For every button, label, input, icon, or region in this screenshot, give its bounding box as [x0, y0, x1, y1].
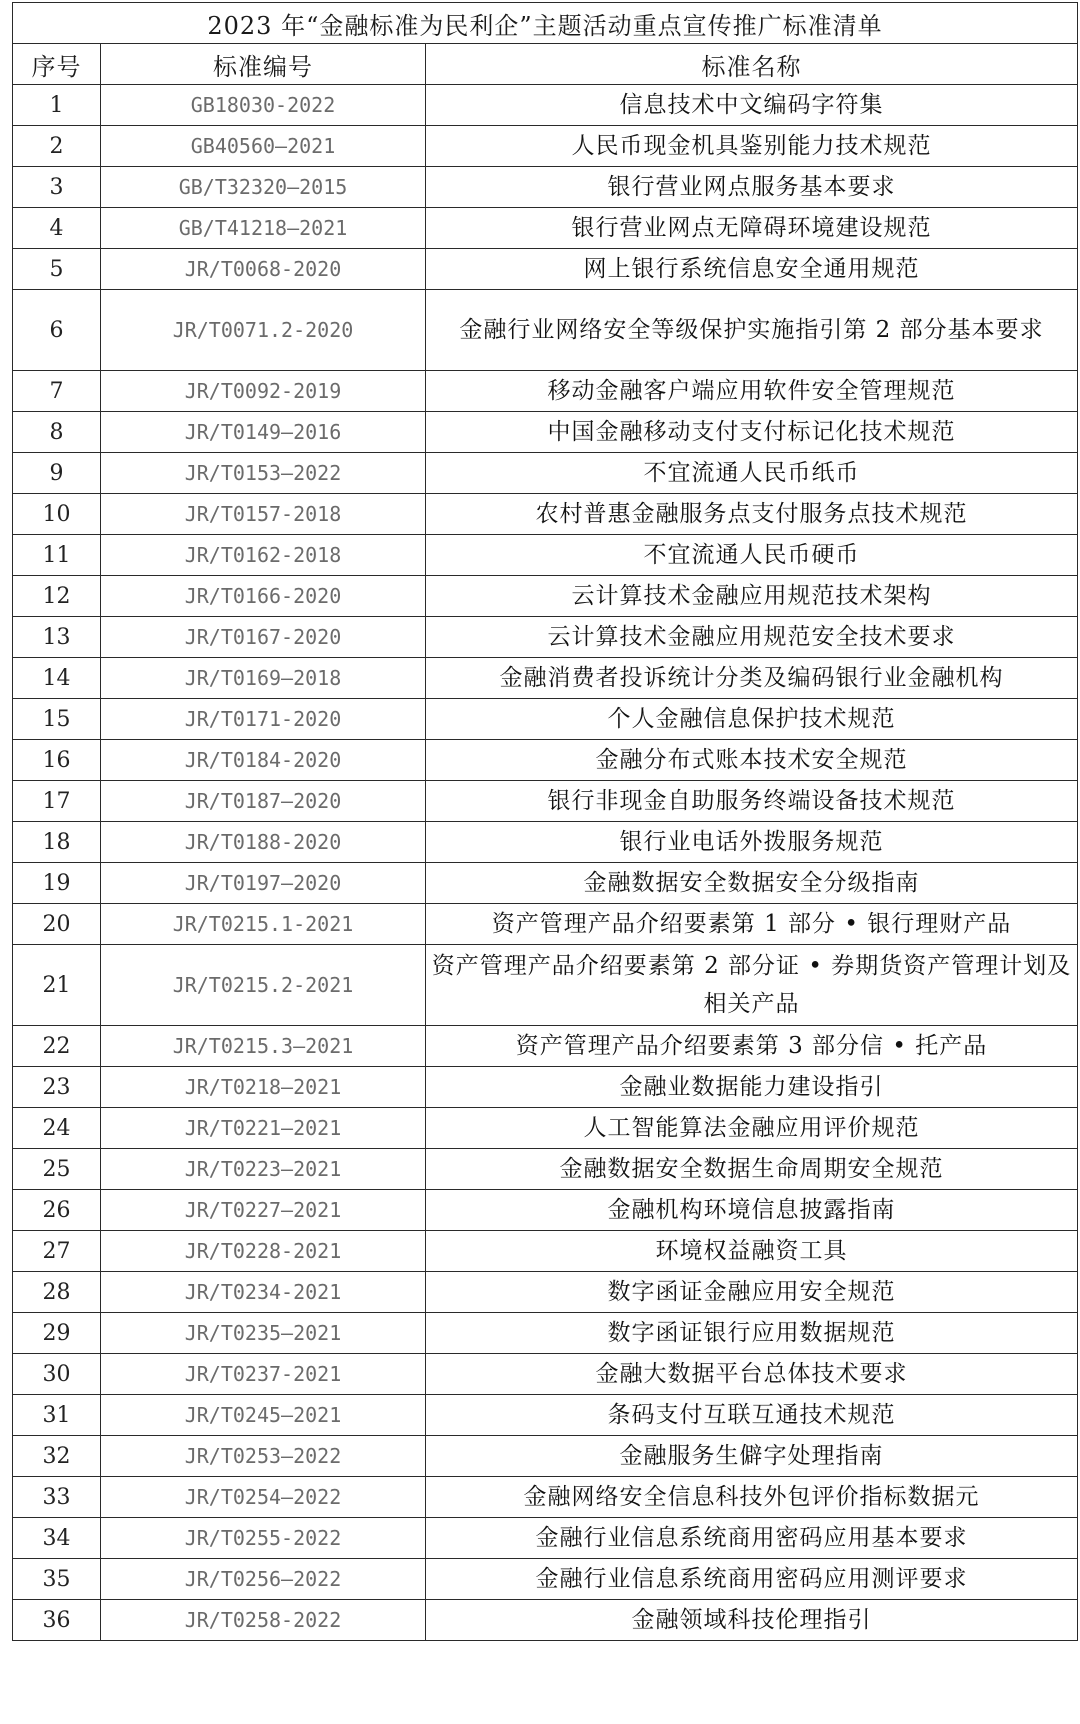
standard-code-cell: JR/T0215.3—2021 — [101, 1026, 426, 1067]
serial-number-cell: 21 — [13, 945, 101, 1026]
standard-name-cell: 条码支付互联互通技术规范 — [426, 1395, 1078, 1436]
serial-number-cell: 1 — [13, 85, 101, 126]
standard-code-cell: JR/T0258-2022 — [101, 1600, 426, 1641]
table-row — [13, 1067, 1078, 1108]
standard-code-cell: JR/T0218—2021 — [101, 1067, 426, 1108]
table-title: 2023 年“金融标准为民利企”主题活动重点宣传推广标准清单 — [13, 3, 1078, 44]
standard-name-cell: 云计算技术金融应用规范技术架构 — [426, 576, 1078, 617]
standard-name-cell: 银行营业网点无障碍环境建设规范 — [426, 208, 1078, 249]
table-row — [13, 1395, 1078, 1436]
serial-number-cell: 26 — [13, 1190, 101, 1231]
standard-name-cell: 金融机构环境信息披露指南 — [426, 1190, 1078, 1231]
table-body — [13, 85, 1078, 1641]
serial-number-cell: 2 — [13, 126, 101, 167]
standard-name-cell: 农村普惠金融服务点支付服务点技术规范 — [426, 494, 1078, 535]
table-row — [13, 494, 1078, 535]
serial-number-cell: 24 — [13, 1108, 101, 1149]
standard-name-cell: 个人金融信息保护技术规范 — [426, 699, 1078, 740]
standard-code-cell: JR/T0227—2021 — [101, 1190, 426, 1231]
table-row — [13, 1108, 1078, 1149]
table-row — [13, 863, 1078, 904]
standard-code-cell: JR/T0221—2021 — [101, 1108, 426, 1149]
table-row — [13, 371, 1078, 412]
table-row — [13, 167, 1078, 208]
table-row — [13, 576, 1078, 617]
standard-name-cell: 金融大数据平台总体技术要求 — [426, 1354, 1078, 1395]
standard-name-cell: 网上银行系统信息安全通用规范 — [426, 249, 1078, 290]
standard-code-cell: JR/T0197—2020 — [101, 863, 426, 904]
serial-number-cell: 33 — [13, 1477, 101, 1518]
table-row — [13, 290, 1078, 371]
standard-name-cell: 资产管理产品介绍要素第 3 部分信 • 托产品 — [426, 1026, 1078, 1067]
standard-name-cell: 人工智能算法金融应用评价规范 — [426, 1108, 1078, 1149]
serial-number-cell: 25 — [13, 1149, 101, 1190]
serial-number-cell: 6 — [13, 290, 101, 371]
standard-name-cell: 数字函证银行应用数据规范 — [426, 1313, 1078, 1354]
standard-name-cell: 不宜流通人民币硬币 — [426, 535, 1078, 576]
table-row — [13, 1149, 1078, 1190]
serial-number-cell: 23 — [13, 1067, 101, 1108]
table-row — [13, 1190, 1078, 1231]
serial-number-cell: 29 — [13, 1313, 101, 1354]
serial-number-cell: 9 — [13, 453, 101, 494]
standard-code-cell: JR/T0245—2021 — [101, 1395, 426, 1436]
standard-name-cell: 云计算技术金融应用规范安全技术要求 — [426, 617, 1078, 658]
standard-code-cell: JR/T0254—2022 — [101, 1477, 426, 1518]
standard-code-cell: JR/T0256—2022 — [101, 1559, 426, 1600]
standard-code-cell: JR/T0184-2020 — [101, 740, 426, 781]
standard-name-cell: 金融行业网络安全等级保护实施指引第 2 部分基本要求 — [426, 290, 1078, 371]
standard-name-cell: 金融服务生僻字处理指南 — [426, 1436, 1078, 1477]
table-row — [13, 1354, 1078, 1395]
serial-number-cell: 13 — [13, 617, 101, 658]
header-standard-code: 标准编号 — [101, 44, 426, 85]
table-row — [13, 1313, 1078, 1354]
serial-number-cell: 32 — [13, 1436, 101, 1477]
serial-number-cell: 19 — [13, 863, 101, 904]
serial-number-cell: 30 — [13, 1354, 101, 1395]
table-row — [13, 617, 1078, 658]
table-row — [13, 1518, 1078, 1559]
table-row — [13, 781, 1078, 822]
table-row — [13, 904, 1078, 945]
standard-code-cell: JR/T0167-2020 — [101, 617, 426, 658]
serial-number-cell: 34 — [13, 1518, 101, 1559]
standard-code-cell: JR/T0187—2020 — [101, 781, 426, 822]
standard-code-cell: JR/T0071.2-2020 — [101, 290, 426, 371]
serial-number-cell: 31 — [13, 1395, 101, 1436]
serial-number-cell: 17 — [13, 781, 101, 822]
serial-number-cell: 8 — [13, 412, 101, 453]
serial-number-cell: 15 — [13, 699, 101, 740]
standard-code-cell: JR/T0166-2020 — [101, 576, 426, 617]
standard-code-cell: GB/T32320—2015 — [101, 167, 426, 208]
table-row — [13, 1436, 1078, 1477]
table-row — [13, 453, 1078, 494]
standard-name-cell: 金融领域科技伦理指引 — [426, 1600, 1078, 1641]
standard-name-cell: 资产管理产品介绍要素第 2 部分证 • 券期货资产管理计划及相关产品 — [426, 945, 1078, 1026]
table-row — [13, 412, 1078, 453]
serial-number-cell: 35 — [13, 1559, 101, 1600]
table-title-row — [13, 3, 1078, 44]
table-row — [13, 1026, 1078, 1067]
standard-code-cell: JR/T0149—2016 — [101, 412, 426, 453]
standard-name-cell: 信息技术中文编码字符集 — [426, 85, 1078, 126]
standard-name-cell: 金融数据安全数据生命周期安全规范 — [426, 1149, 1078, 1190]
standard-code-cell: GB40560—2021 — [101, 126, 426, 167]
table-row — [13, 945, 1078, 1026]
serial-number-cell: 14 — [13, 658, 101, 699]
standard-name-cell: 金融行业信息系统商用密码应用测评要求 — [426, 1559, 1078, 1600]
serial-number-cell: 10 — [13, 494, 101, 535]
standard-name-cell: 资产管理产品介绍要素第 1 部分 • 银行理财产品 — [426, 904, 1078, 945]
standard-code-cell: JR/T0234-2021 — [101, 1272, 426, 1313]
table-row — [13, 1600, 1078, 1641]
standard-code-cell: JR/T0223—2021 — [101, 1149, 426, 1190]
header-serial-number: 序号 — [13, 44, 101, 85]
table-header-row — [13, 44, 1078, 85]
table-row — [13, 699, 1078, 740]
standard-code-cell: JR/T0092-2019 — [101, 371, 426, 412]
standard-name-cell: 金融业数据能力建设指引 — [426, 1067, 1078, 1108]
table-row — [13, 85, 1078, 126]
table-row — [13, 1231, 1078, 1272]
table-row — [13, 658, 1078, 699]
standard-code-cell: GB/T41218—2021 — [101, 208, 426, 249]
standard-code-cell: JR/T0255-2022 — [101, 1518, 426, 1559]
standard-name-cell: 银行业电话外拨服务规范 — [426, 822, 1078, 863]
standard-name-cell: 金融网络安全信息科技外包评价指标数据元 — [426, 1477, 1078, 1518]
serial-number-cell: 16 — [13, 740, 101, 781]
serial-number-cell: 3 — [13, 167, 101, 208]
serial-number-cell: 18 — [13, 822, 101, 863]
standard-code-cell: JR/T0153—2022 — [101, 453, 426, 494]
serial-number-cell: 20 — [13, 904, 101, 945]
table-row — [13, 1477, 1078, 1518]
table-row — [13, 126, 1078, 167]
standard-code-cell: JR/T0188-2020 — [101, 822, 426, 863]
standard-name-cell: 金融分布式账本技术安全规范 — [426, 740, 1078, 781]
serial-number-cell: 12 — [13, 576, 101, 617]
header-standard-name: 标准名称 — [426, 44, 1078, 85]
table-row — [13, 1272, 1078, 1313]
standard-code-cell: GB18030-2022 — [101, 85, 426, 126]
serial-number-cell: 22 — [13, 1026, 101, 1067]
standard-name-cell: 中国金融移动支付支付标记化技术规范 — [426, 412, 1078, 453]
standard-code-cell: JR/T0169—2018 — [101, 658, 426, 699]
standard-name-cell: 不宜流通人民币纸币 — [426, 453, 1078, 494]
standard-code-cell: JR/T0215.2-2021 — [101, 945, 426, 1026]
standard-code-cell: JR/T0171-2020 — [101, 699, 426, 740]
standard-code-cell: JR/T0215.1-2021 — [101, 904, 426, 945]
serial-number-cell: 11 — [13, 535, 101, 576]
standard-name-cell: 金融消费者投诉统计分类及编码银行业金融机构 — [426, 658, 1078, 699]
table-row — [13, 208, 1078, 249]
standard-code-cell: JR/T0237-2021 — [101, 1354, 426, 1395]
standard-name-cell: 金融数据安全数据安全分级指南 — [426, 863, 1078, 904]
standard-code-cell: JR/T0253—2022 — [101, 1436, 426, 1477]
serial-number-cell: 4 — [13, 208, 101, 249]
standards-table — [12, 2, 1078, 1641]
standard-name-cell: 金融行业信息系统商用密码应用基本要求 — [426, 1518, 1078, 1559]
table-row — [13, 249, 1078, 290]
serial-number-cell: 36 — [13, 1600, 101, 1641]
table-row — [13, 740, 1078, 781]
standard-name-cell: 环境权益融资工具 — [426, 1231, 1078, 1272]
serial-number-cell: 27 — [13, 1231, 101, 1272]
standard-name-cell: 移动金融客户端应用软件安全管理规范 — [426, 371, 1078, 412]
standard-name-cell: 数字函证金融应用安全规范 — [426, 1272, 1078, 1313]
standard-name-cell: 银行非现金自助服务终端设备技术规范 — [426, 781, 1078, 822]
standard-code-cell: JR/T0157-2018 — [101, 494, 426, 535]
serial-number-cell: 7 — [13, 371, 101, 412]
standard-code-cell: JR/T0068-2020 — [101, 249, 426, 290]
standard-code-cell: JR/T0235—2021 — [101, 1313, 426, 1354]
table-row — [13, 535, 1078, 576]
standard-name-cell: 人民币现金机具鉴别能力技术规范 — [426, 126, 1078, 167]
serial-number-cell: 28 — [13, 1272, 101, 1313]
standard-code-cell: JR/T0228-2021 — [101, 1231, 426, 1272]
standard-name-cell: 银行营业网点服务基本要求 — [426, 167, 1078, 208]
standard-code-cell: JR/T0162-2018 — [101, 535, 426, 576]
table-row — [13, 1559, 1078, 1600]
table-row — [13, 822, 1078, 863]
serial-number-cell: 5 — [13, 249, 101, 290]
